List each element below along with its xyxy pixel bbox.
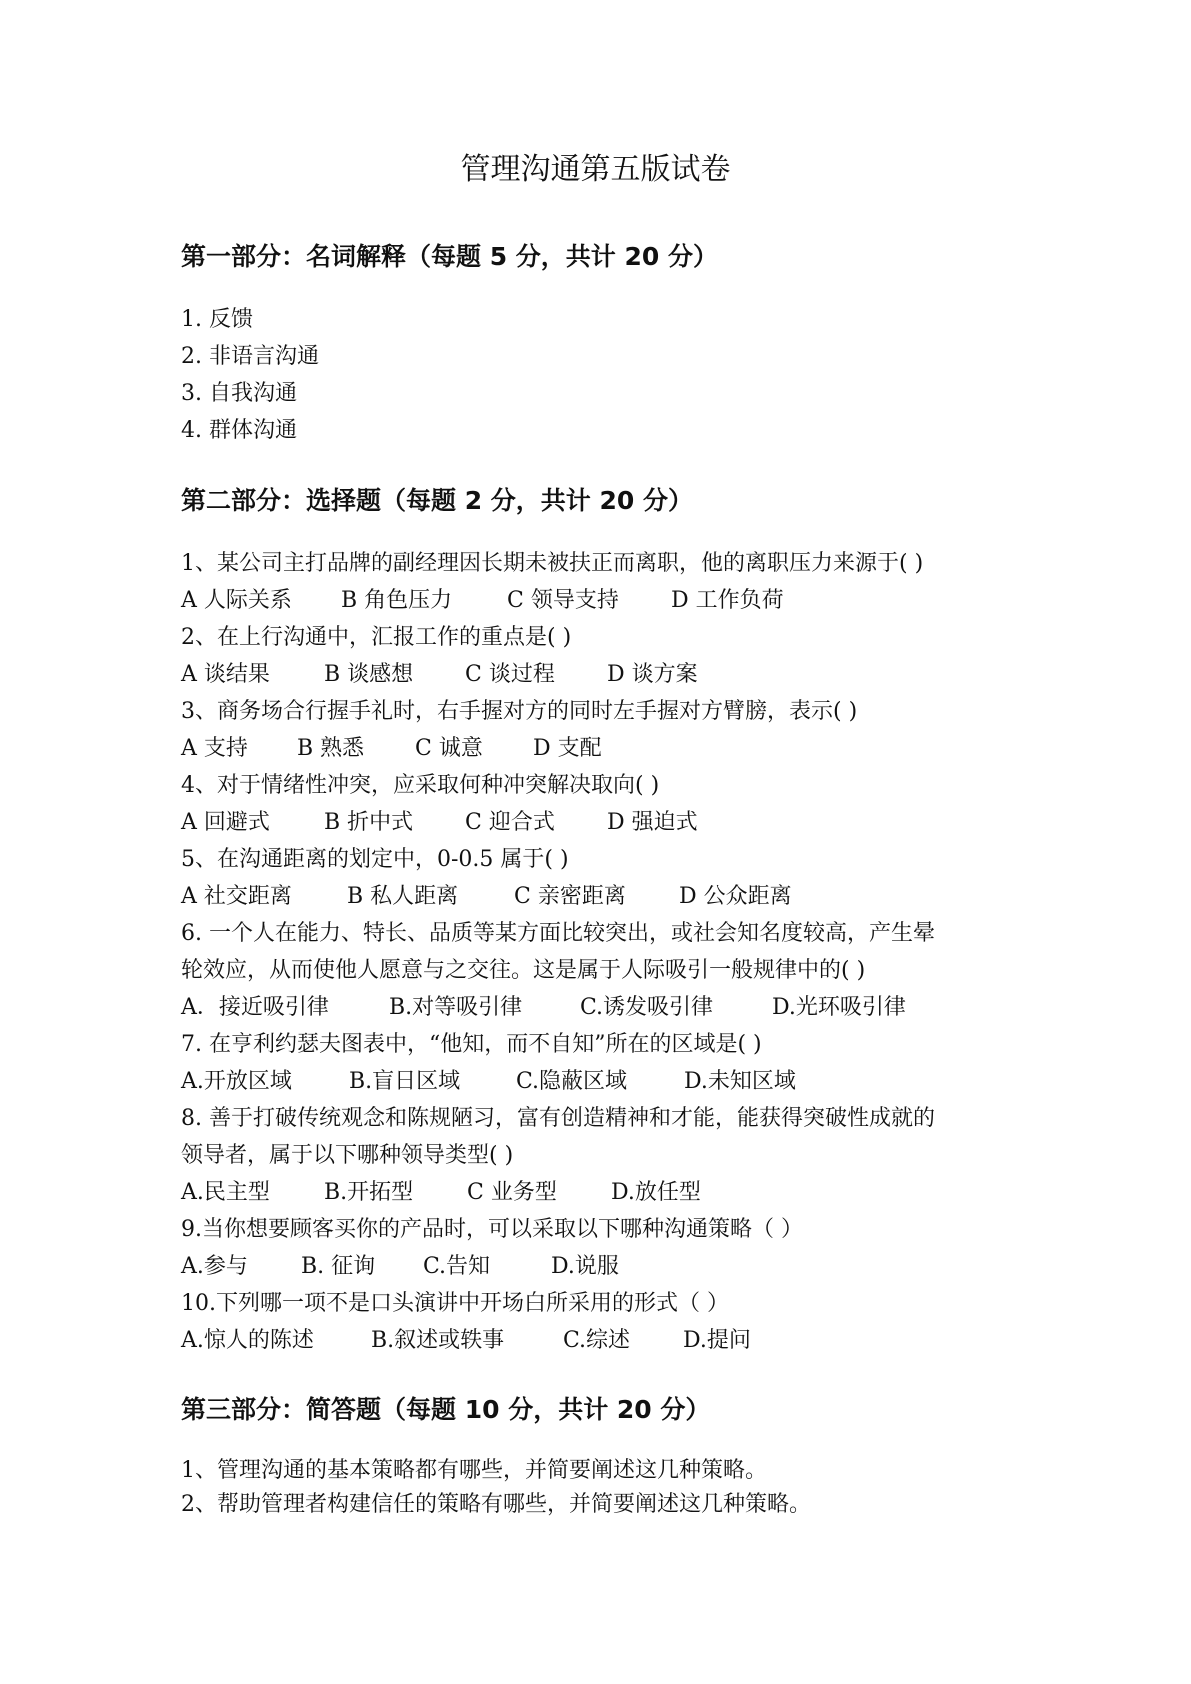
option: C 领导支持 (507, 588, 619, 613)
option: A.民主型 (181, 1180, 270, 1205)
option: A 社交距离 (181, 884, 292, 909)
option: D 支配 (533, 736, 602, 761)
section-heading-part3: 第三部分：简答题（每题 10 分，共计 20 分） (181, 1395, 711, 1424)
option: B 角色压力 (341, 588, 453, 613)
option: D.说服 (551, 1254, 619, 1279)
question-text: 1、某公司主打品牌的副经理因长期未被扶正而离职，他的离职压力来源于( ) (181, 551, 924, 576)
question-text: 轮效应，从而使他人愿意与之交往。这是属于人际吸引一般规律中的( ) (181, 958, 866, 983)
term-item: 2. 非语言沟通 (181, 344, 319, 369)
short-answer-item: 1、管理沟通的基本策略都有哪些，并简要阐述这几种策略。 (181, 1458, 767, 1483)
question-text: 9.当你想要顾客买你的产品时，可以采取以下哪种沟通策略（ ） (181, 1217, 803, 1242)
option: D 谈方案 (607, 662, 698, 687)
option: A 支持 (181, 736, 248, 761)
option: A.惊人的陈述 (181, 1328, 314, 1353)
option: C 迎合式 (465, 810, 555, 835)
option: B.对等吸引律 (389, 995, 523, 1020)
option: C.告知 (423, 1254, 491, 1279)
option: C 诚意 (415, 736, 483, 761)
option: B 熟悉 (297, 736, 365, 761)
option: A.开放区域 (181, 1069, 292, 1094)
option: C 亲密距离 (514, 884, 626, 909)
option: A 回避式 (181, 810, 270, 835)
question-text: 7. 在亨利约瑟夫图表中，“他知，而不自知”所在的区域是( ) (181, 1032, 762, 1057)
option: C.隐蔽区域 (516, 1069, 628, 1094)
option: D.放任型 (611, 1180, 701, 1205)
question-text: 8. 善于打破传统观念和陈规陋习，富有创造精神和才能，能获得突破性成就的 (181, 1106, 935, 1131)
option: D.光环吸引律 (772, 995, 906, 1020)
option: A．接近吸引律 (181, 995, 329, 1020)
option: B.盲日区域 (349, 1069, 461, 1094)
short-answer-item: 2、帮助管理者构建信任的策略有哪些，并简要阐述这几种策略。 (181, 1492, 811, 1517)
option: B 谈感想 (324, 662, 414, 687)
option: C.诱发吸引律 (580, 995, 714, 1020)
option: C.综述 (563, 1328, 631, 1353)
option: D 公众距离 (679, 884, 792, 909)
option: C 谈过程 (465, 662, 555, 687)
question-text: 6. 一个人在能力、特长、品质等某方面比较突出，或社会知名度较高，产生晕 (181, 921, 935, 946)
question-text: 4、对于情绪性冲突，应采取何种冲突解决取向( ) (181, 773, 660, 798)
term-item: 1. 反馈 (181, 307, 253, 332)
question-text: 2、在上行沟通中，汇报工作的重点是( ) (181, 625, 572, 650)
question-text: 10.下列哪一项不是口头演讲中开场白所采用的形式（ ） (181, 1291, 729, 1316)
term-item: 3. 自我沟通 (181, 381, 297, 406)
option: D.提问 (683, 1328, 751, 1353)
option: A 人际关系 (181, 588, 292, 613)
option: A 谈结果 (181, 662, 270, 687)
option: A.参与 (181, 1254, 248, 1279)
question-text: 领导者，属于以下哪种领导类型( ) (181, 1143, 514, 1168)
option: C 业务型 (467, 1180, 557, 1205)
question-text: 5、在沟通距离的划定中，0-0.5 属于( ) (181, 847, 569, 872)
question-text: 3、商务场合行握手礼时，右手握对方的同时左手握对方臂膀，表示( ) (181, 699, 858, 724)
option: D 强迫式 (607, 810, 698, 835)
option: D 工作负荷 (671, 588, 784, 613)
option: B. 征询 (301, 1254, 376, 1279)
option: B.开拓型 (324, 1180, 414, 1205)
option: D.未知区域 (684, 1069, 796, 1094)
option: B 折中式 (324, 810, 414, 835)
section-heading-part1: 第一部分：名词解释（每题 5 分，共计 20 分） (181, 242, 719, 271)
page-title: 管理沟通第五版试卷 (460, 152, 731, 187)
option: B 私人距离 (347, 884, 459, 909)
term-item: 4. 群体沟通 (181, 418, 297, 443)
option: B.叙述或轶事 (371, 1328, 505, 1353)
section-heading-part2: 第二部分：选择题（每题 2 分，共计 20 分） (181, 486, 694, 515)
